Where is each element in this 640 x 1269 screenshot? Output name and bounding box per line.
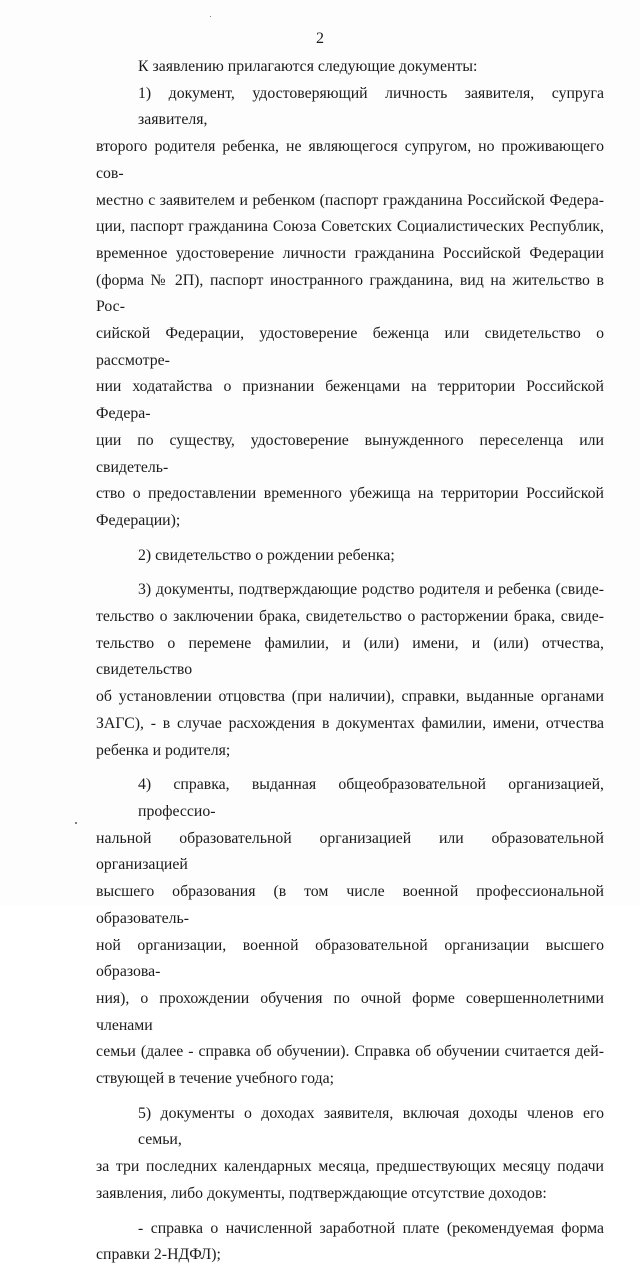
text-line: ции по существу, удостоверение вынужденного переселенца или свидетель-	[96, 431, 604, 476]
text-line: (форма № 2П), паспорт иностранного гражданина, вид на жительство в Рос-	[96, 271, 604, 316]
list-item-4	[96, 772, 604, 1092]
list-item-5	[96, 1101, 604, 1208]
text-line: об установлении отцовства (при наличии), справки, выданные органами	[96, 688, 604, 706]
scan-speck	[210, 16, 211, 17]
text-line: тельство о заключении брака, свидетельство о расторжении брака, свиде-	[96, 608, 604, 626]
text-line: сийской Федерации, удостоверение беженца или свидетельство о рассмотре-	[96, 325, 604, 369]
text-line: - справка о начисленной заработной плате (рекомендуемая форма	[138, 1219, 604, 1237]
page-number: 2	[316, 30, 324, 47]
text-line: ной организации, военной образовательной организации высшего образова-	[96, 936, 604, 981]
list-item-5-subitem	[96, 1216, 604, 1269]
text-line: 4) справка, выданная общеобразовательной организацией, профессио-	[138, 776, 604, 820]
text-line: ции, паспорт гражданина Союза Советских Социалистических Республик,	[96, 218, 604, 236]
list-item-3	[96, 577, 604, 764]
text-line: нальной образовательной организацией или образовательной организацией	[96, 829, 604, 874]
text-line: высшего образования (в том числе военной профессиональной образователь-	[96, 883, 604, 927]
text-line: заявления, либо документы, подтверждающие отсутствие доходов:	[96, 1184, 547, 1202]
text-line: ствующей в течение учебного года;	[96, 1070, 335, 1088]
text-line: 3) документы, подтверждающие родство родителя и ребенка (свиде-	[138, 581, 604, 599]
document-body	[96, 54, 604, 1269]
text-line: местно с заявителем и ребенком (паспорт гражданина Российской Федера-	[96, 191, 604, 209]
intro-line: К заявлению прилагаются следующие документы:	[138, 58, 478, 75]
text-line: ребенка и родителя;	[96, 741, 231, 759]
text-line: семьи (далее - справка об обучении). Справка об обучении считается дей-	[96, 1043, 604, 1061]
text-line: ЗАГС), - в случае расхождения в документах фамилии, имени, отчества	[96, 714, 604, 732]
text-line: нии ходатайства о признании беженцами на территории Российской Федера-	[96, 378, 604, 423]
text-line: справки 2-НДФЛ);	[96, 1246, 221, 1264]
text-line: 5) документы о доходах заявителя, включая доходы членов его семьи,	[138, 1104, 604, 1149]
scan-speck	[75, 822, 77, 824]
text-line: за три последних календарных месяца, предшествующих месяцу подачи	[96, 1158, 604, 1176]
text-line: 2) свидетельство о рождении ребенка;	[138, 546, 395, 564]
text-line: тельство о перемене фамилии, и (или) имени, и (или) отчества, свидетельство	[96, 634, 604, 679]
text-line: Федерации);	[96, 511, 181, 529]
text-line: временное удостоверение личности гражданина Российской Федерации	[96, 244, 604, 262]
list-item-2	[96, 543, 604, 570]
list-item-1	[96, 81, 604, 535]
text-line: ния), о прохождении обучения по очной форме совершеннолетними членами	[96, 989, 604, 1034]
text-line: 1) документ, удостоверяющий личность заявителя, супруга заявителя,	[138, 84, 604, 129]
text-line: ство о предоставлении временного убежища на территории Российской	[96, 485, 604, 503]
text-line: второго родителя ребенка, не являющегося супругом, но проживающего сов-	[96, 138, 604, 182]
